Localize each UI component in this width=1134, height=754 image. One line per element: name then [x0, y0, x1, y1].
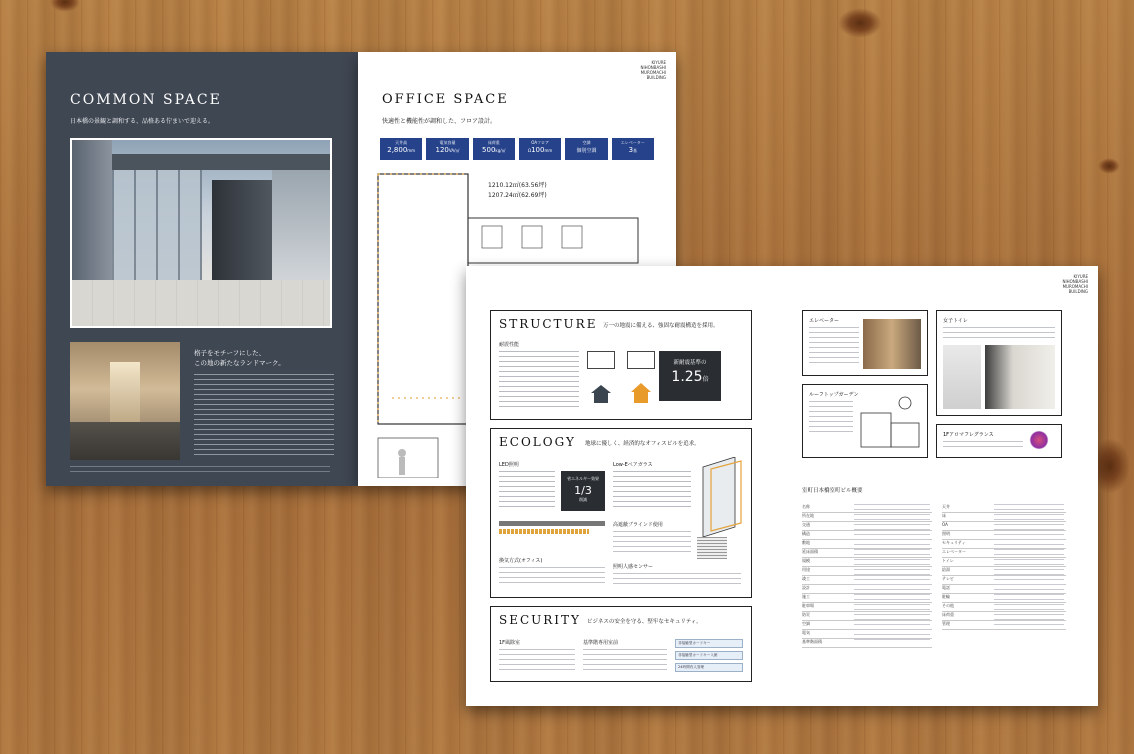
spec-row: 空調: [802, 621, 932, 630]
lounge-body-text: [943, 441, 1023, 451]
security-panel: [490, 606, 752, 682]
toilet-photo: [985, 345, 1055, 409]
spec-row: 敷地: [802, 540, 932, 549]
spec-row: OA: [942, 522, 1066, 531]
led-body-text: [499, 471, 555, 511]
blind-body-text: [613, 531, 691, 553]
spec-row: 床: [942, 513, 1066, 522]
office-space-title: OFFICE SPACE: [382, 92, 509, 107]
caption-heading-2: この地の新たなランドマーク。: [194, 359, 285, 367]
hvac-body-text: [499, 567, 605, 587]
spec-row: 管理: [942, 621, 1066, 630]
energy-bar-chart: [499, 521, 605, 541]
stats-row: [380, 138, 654, 160]
spec-row: セキュリティ: [942, 540, 1066, 549]
lounge-heading: 1Fアロマフレグランス: [943, 432, 994, 438]
spec-title: 室町日本橋室町ビル概要: [802, 488, 863, 494]
security-col1-heading: 1F風除室: [499, 640, 521, 646]
spec-row: 駐輪: [942, 594, 1066, 603]
structure-tagline: 万一の地震に備える、強固な耐震構造を採用。: [603, 323, 719, 329]
spec-row: 電話: [942, 585, 1066, 594]
spec-row: 規模: [802, 558, 932, 567]
toilet-photo: [943, 345, 981, 409]
structure-body-text: [499, 351, 579, 411]
spec-row: 給湯: [942, 567, 1066, 576]
stat-ceiling: 天井高 2,800mm: [380, 138, 422, 160]
entrance-photo: [70, 138, 332, 328]
stat-floor-load: 床荷重 500kg/㎡: [473, 138, 515, 160]
house-callout: [627, 351, 655, 369]
spec-row: テレビ: [942, 576, 1066, 585]
wood-knot: [1098, 158, 1120, 174]
stat-oa-floor: OAフロア Ω100mm: [519, 138, 561, 160]
office-space-subtitle: 快適性と機能性が調和した、フロア設計。: [382, 118, 497, 125]
common-space-title: COMMON SPACE: [70, 92, 222, 108]
stat-hvac: 空調 個別空調: [565, 138, 607, 160]
seismic-badge: 新耐震基準の 1.25倍: [659, 351, 721, 401]
security-tagline: ビジネスの安全を守る、堅牢なセキュリティ。: [587, 619, 702, 625]
spec-row: 構造: [802, 531, 932, 540]
house-callout: [587, 351, 615, 369]
corridor-photo: [70, 342, 180, 460]
spec-row: トイレ: [942, 558, 1066, 567]
blind-image: [697, 537, 727, 559]
spec-row: 基準階面積: [802, 639, 932, 648]
spec-row: 竣工: [802, 576, 932, 585]
spec-row: 照明: [942, 531, 1066, 540]
spec-row: 天井: [942, 504, 1066, 513]
spec-table-left: [802, 504, 932, 644]
spec-row: エレベーター: [942, 549, 1066, 558]
spec-row: 交通: [802, 522, 932, 531]
sensor-heading: 照明人感センサー: [613, 564, 654, 570]
flower-photo: [1029, 431, 1049, 449]
blind-heading: 高遮蔽ブラインド使用: [613, 522, 663, 528]
stat-elevators: エレベーター 3基: [612, 138, 654, 160]
spec-row: 用途: [802, 567, 932, 576]
sensor-body-text: [613, 573, 741, 585]
corner-logo: KIYURE NIHONBASHI MUROMACHI BUILDING: [640, 60, 666, 80]
spec-row: 床荷重: [942, 612, 1066, 621]
security-pill: 非接触型カードキー: [675, 639, 743, 648]
spec-row: 電気: [802, 630, 932, 639]
roof-body-text: [809, 401, 853, 435]
spec-row: 設計: [802, 585, 932, 594]
spec-row: 延床面積: [802, 549, 932, 558]
elevator-body-text: [809, 327, 859, 363]
spec-row: 所在地: [802, 513, 932, 522]
caption-heading-1: 格子をモチーフにした、: [194, 349, 266, 357]
corner-logo: KIYURE NIHONBASHI MUROMACHI BUILDING: [1062, 274, 1088, 294]
security-pill: 非接触型カードキー入館: [675, 651, 743, 660]
spec-row: 施工: [802, 594, 932, 603]
wood-knot: [838, 8, 882, 38]
ecology-tagline: 地球に優しく、経済的なオフィスビルを追求。: [585, 441, 700, 447]
hvac-heading: 換気方式(オフィス): [499, 558, 543, 564]
elevator-photo: [863, 319, 921, 369]
spec-row: 駐車場: [802, 603, 932, 612]
specs-spread: [466, 266, 1098, 706]
spec-row: 名称: [802, 504, 932, 513]
roof-plan: [857, 393, 923, 453]
roof-garden-card: [802, 384, 928, 458]
glass-diagram-icon: [695, 457, 747, 537]
ecology-title: ECOLOGY: [499, 435, 576, 449]
structure-sub: 耐震性能: [499, 342, 520, 348]
low-e-body-text: [613, 471, 691, 511]
footnote: [70, 466, 330, 472]
security-col2-body: [583, 649, 667, 671]
wood-knot: [50, 0, 80, 12]
structure-title: STRUCTURE: [499, 317, 598, 331]
energy-badge: 省エネルギー効果 1/3 削減: [561, 471, 605, 511]
common-space-page: [46, 52, 358, 486]
stat-electric: 電気容量 120VA/㎡: [426, 138, 468, 160]
toilet-body-text: [943, 327, 1055, 339]
house-icon: [591, 385, 611, 403]
security-col2-heading: 基準階専用室前: [583, 640, 619, 646]
elevator-heading: エレベーター: [809, 318, 840, 324]
security-col1-body: [499, 649, 575, 671]
lounge-card: [936, 424, 1062, 458]
low-e-heading: Low-Eペアガラス: [613, 462, 653, 468]
roof-heading: ルーフトップガーデン: [809, 392, 859, 398]
floor-area-2: 1207.24㎡(62.69坪): [488, 192, 547, 199]
spec-row: 防災: [802, 612, 932, 621]
led-heading: LED照明: [499, 462, 519, 468]
toilet-card: [936, 310, 1062, 416]
structure-panel: [490, 310, 752, 420]
elevator-card: [802, 310, 928, 376]
floor-area-1: 1210.12㎡(63.56坪): [488, 182, 547, 189]
security-pills: [675, 639, 743, 672]
toilet-heading: 女子トイレ: [943, 318, 968, 324]
common-space-subtitle: 日本橋の景観と調和する、品格ある佇まいで迎える。: [70, 118, 215, 125]
house-icon: [631, 383, 651, 403]
caption-body-text: [194, 374, 334, 458]
security-title: SECURITY: [499, 613, 581, 627]
spec-table-right: [942, 504, 1066, 634]
security-pill: 24時間有人管理: [675, 663, 743, 672]
ecology-panel: [490, 428, 752, 598]
spec-row: その他: [942, 603, 1066, 612]
